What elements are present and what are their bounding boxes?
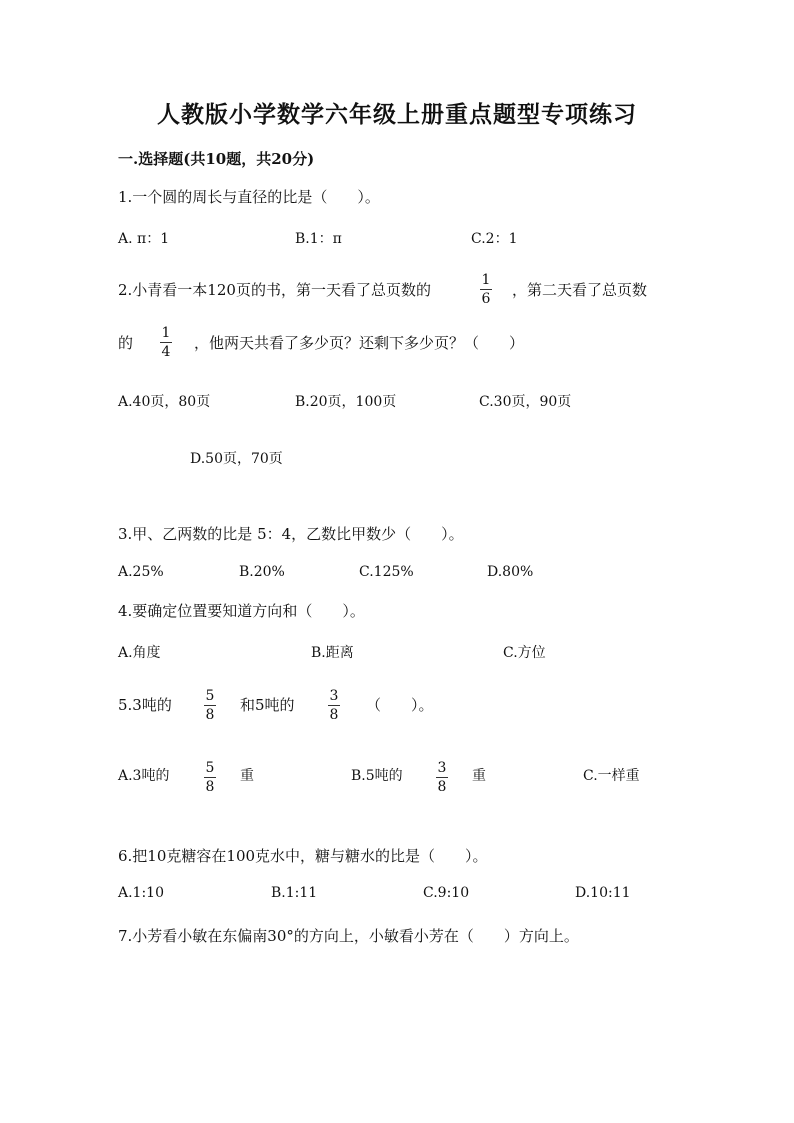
q5-option-a-fraction [204, 760, 216, 795]
q2-option-b: B.20页，100页 [295, 394, 397, 410]
fraction-numerator: 1 [161, 325, 171, 341]
q5-option-a-text: A.3吨的 [118, 768, 170, 784]
q5-fraction-five-eighths [204, 688, 216, 723]
q6-option-b: B.1:11 [271, 885, 318, 901]
fraction-bar [328, 705, 340, 706]
fraction-bar [160, 342, 172, 343]
fraction-numerator: 5 [205, 760, 215, 776]
fraction-denominator: 8 [205, 779, 215, 795]
fraction-denominator: 4 [161, 344, 171, 360]
q3-option-d: D.80% [487, 564, 534, 580]
question-6: 6.把10克糖容在100克水中，糖与糖水的比是（ ）。 [118, 847, 488, 865]
q5-option-b-fraction [436, 760, 448, 795]
fraction-denominator: 8 [329, 707, 339, 723]
fraction-denominator: 6 [481, 291, 491, 307]
fraction-numerator: 3 [329, 688, 339, 704]
fraction-denominator: 8 [205, 707, 215, 723]
q2-option-c: C.30页，90页 [479, 394, 572, 410]
question-3: 3.甲、乙两数的比是 5：4，乙数比甲数少（ ）。 [118, 525, 464, 543]
q1-option-c: C.2：1 [471, 231, 518, 247]
q3-option-a: A.25% [118, 564, 164, 580]
q6-option-d: D.10:11 [575, 885, 631, 901]
question-4: 4.要确定位置要知道方向和（ ）。 [118, 602, 365, 620]
fraction-denominator: 8 [437, 779, 447, 795]
q5-option-c: C.一样重 [583, 768, 640, 784]
fraction-bar [480, 289, 492, 290]
question-5-middle: 和5吨的 [240, 696, 295, 714]
fraction-numerator: 3 [437, 760, 447, 776]
question-2-line1-end: ，第二天看了总页数 [512, 281, 648, 299]
q2-option-d: D.50页，70页 [190, 451, 283, 467]
question-1: 1.一个圆的周长与直径的比是（ ）。 [118, 188, 380, 206]
q4-option-b: B.距离 [311, 645, 354, 661]
q5-option-b-suffix: 重 [472, 768, 486, 784]
fraction-bar [436, 777, 448, 778]
question-5-end: （ ）。 [366, 696, 434, 714]
fraction-numerator: 1 [481, 272, 491, 288]
fraction-bar [204, 777, 216, 778]
q2-option-a: A.40页，80页 [118, 394, 211, 410]
page-title: 人教版小学数学六年级上册重点题型专项练习 [157, 101, 637, 128]
question-2-line1: 2.小青看一本120页的书，第一天看了总页数的 [118, 281, 431, 299]
q5-fraction-three-eighths [328, 688, 340, 723]
question-5-start: 5.3吨的 [118, 696, 172, 714]
q1-option-b: B.1：π [295, 231, 342, 247]
q3-option-c: C.125% [359, 564, 414, 580]
q4-option-c: C.方位 [503, 645, 546, 661]
q2-fraction-one-quarter [160, 325, 172, 360]
question-2-line2-start: 的 [118, 334, 134, 352]
section-heading: 一.选择题(共10题，共20分) [118, 150, 315, 168]
q4-option-a: A.角度 [118, 645, 161, 661]
q5-option-b-text: B.5吨的 [351, 768, 403, 784]
q3-option-b: B.20% [239, 564, 285, 580]
q1-option-a: A. π：1 [118, 231, 170, 247]
question-7: 7.小芳看小敏在东偏南30°的方向上，小敏看小芳在（ ）方向上。 [118, 927, 579, 945]
question-2-line2: ，他两天共看了多少页？还剩下多少页？（ ） [194, 334, 525, 352]
q5-option-a-suffix: 重 [240, 768, 254, 784]
q6-option-a: A.1:10 [118, 885, 164, 901]
fraction-bar [204, 705, 216, 706]
q6-option-c: C.9:10 [423, 885, 470, 901]
q2-fraction-one-sixth [480, 272, 492, 307]
fraction-numerator: 5 [205, 688, 215, 704]
